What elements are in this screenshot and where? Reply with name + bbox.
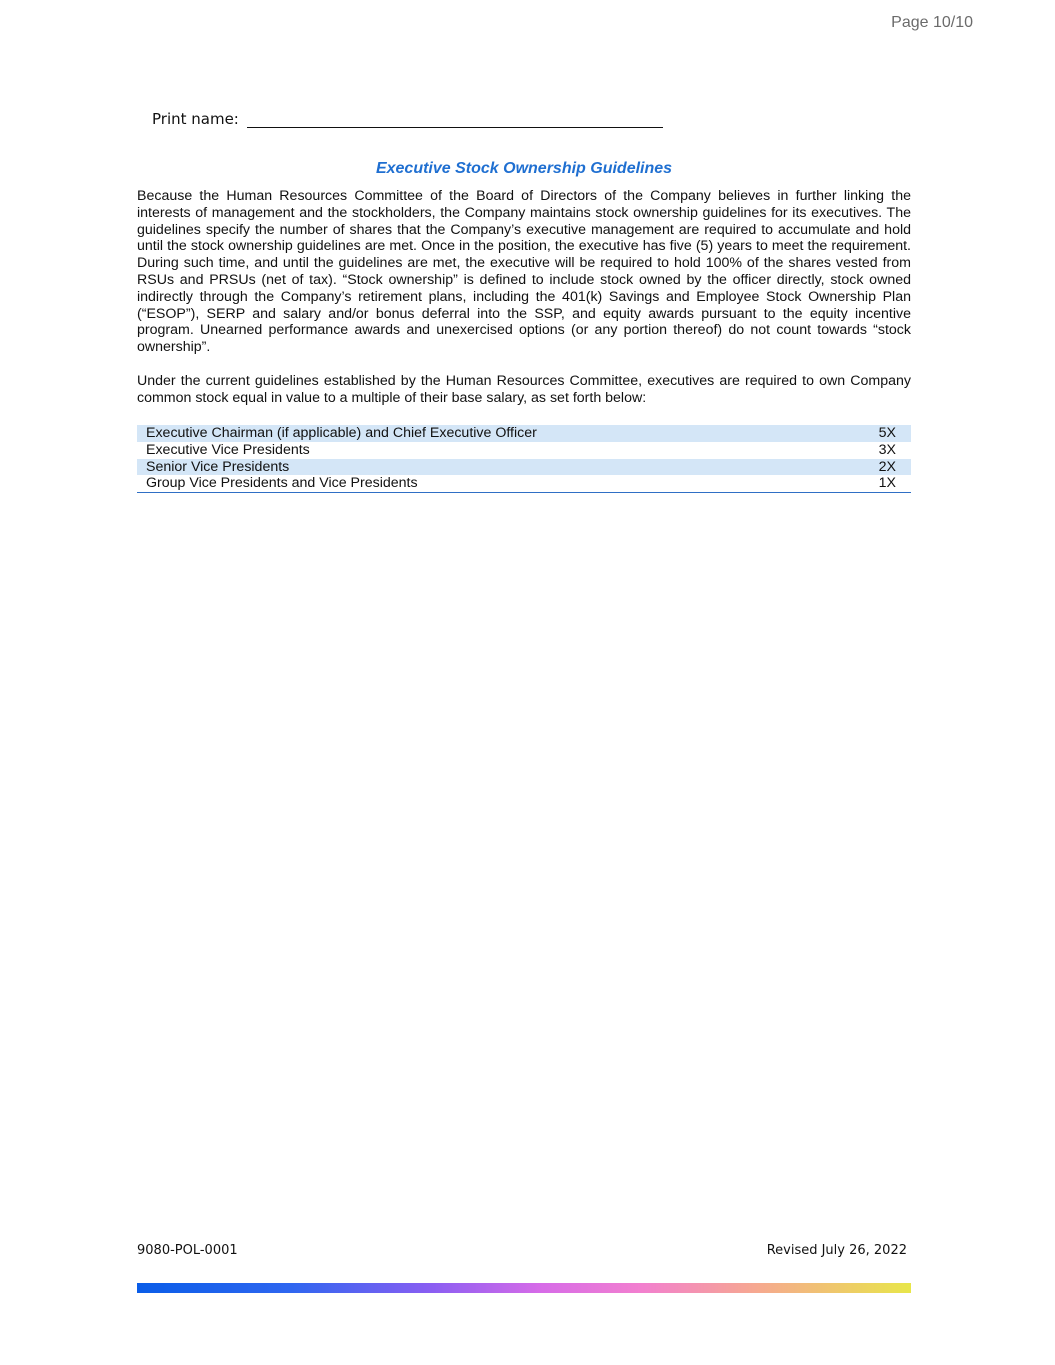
ownership-multiples-table xyxy=(137,425,911,493)
position-cell: Group Vice Presidents and Vice Presidents xyxy=(146,475,418,492)
document-id: 9080-POL-0001 xyxy=(137,1243,238,1258)
print-name-label: Print name: xyxy=(152,110,239,128)
multiple-cell: 1X xyxy=(878,475,896,492)
multiple-cell: 5X xyxy=(878,425,896,441)
table-row xyxy=(137,442,911,459)
multiple-cell: 3X xyxy=(878,441,896,458)
position-cell: Executive Vice Presidents xyxy=(146,441,310,458)
print-name-field xyxy=(152,110,663,128)
table-row xyxy=(137,459,911,476)
table-row xyxy=(137,475,911,492)
ownership-guidelines-paragraph: Because the Human Resources Committee of the Board of Directors of the Company believes in further linking the interests of management and the stockholders, the Company maintains stock ownership guidelines for its executives. The guidelines specify the number of shares that the Company’s executive management are required to accumulate and hold until the stock ownership guidelines are met. Once in the position, the executive has five (5) years to meet the requirement. During such time, and until the guidelines are met, the executive will be required to hold 100% of the shares vested from RSUs and PRSUs (net of tax). “Stock ownership” is defined to include stock owned by the officer directly, stock owned indirectly through the Company’s retirement plans, including the 401(k) Savings and Employee Stock Ownership Plan (“ESOP”), SERP and salary and/or bonus deferral into the SSP, and equity awards pursuant to the equity incentive program. Unearned performance awards and unexercised options (or any portion thereof) do not count towards “stock ownership”. xyxy=(137,188,911,356)
revision-date: Revised July 26, 2022 xyxy=(766,1243,907,1258)
table-row xyxy=(137,425,911,442)
position-cell: Executive Chairman (if applicable) and Chief Executive Officer xyxy=(146,425,537,441)
print-name-signature-line xyxy=(247,110,663,128)
page-number: Page 10/10 xyxy=(891,14,973,31)
ownership-requirement-paragraph: Under the current guidelines established by the Human Resources Committee, executives are required to own Company common stock equal in value to a multiple of their base salary, as set forth below: xyxy=(137,373,911,406)
multiple-cell: 2X xyxy=(878,458,896,475)
footer-gradient-bar xyxy=(137,1283,911,1293)
position-cell: Senior Vice Presidents xyxy=(146,458,290,475)
section-title: Executive Stock Ownership Guidelines xyxy=(375,160,673,177)
